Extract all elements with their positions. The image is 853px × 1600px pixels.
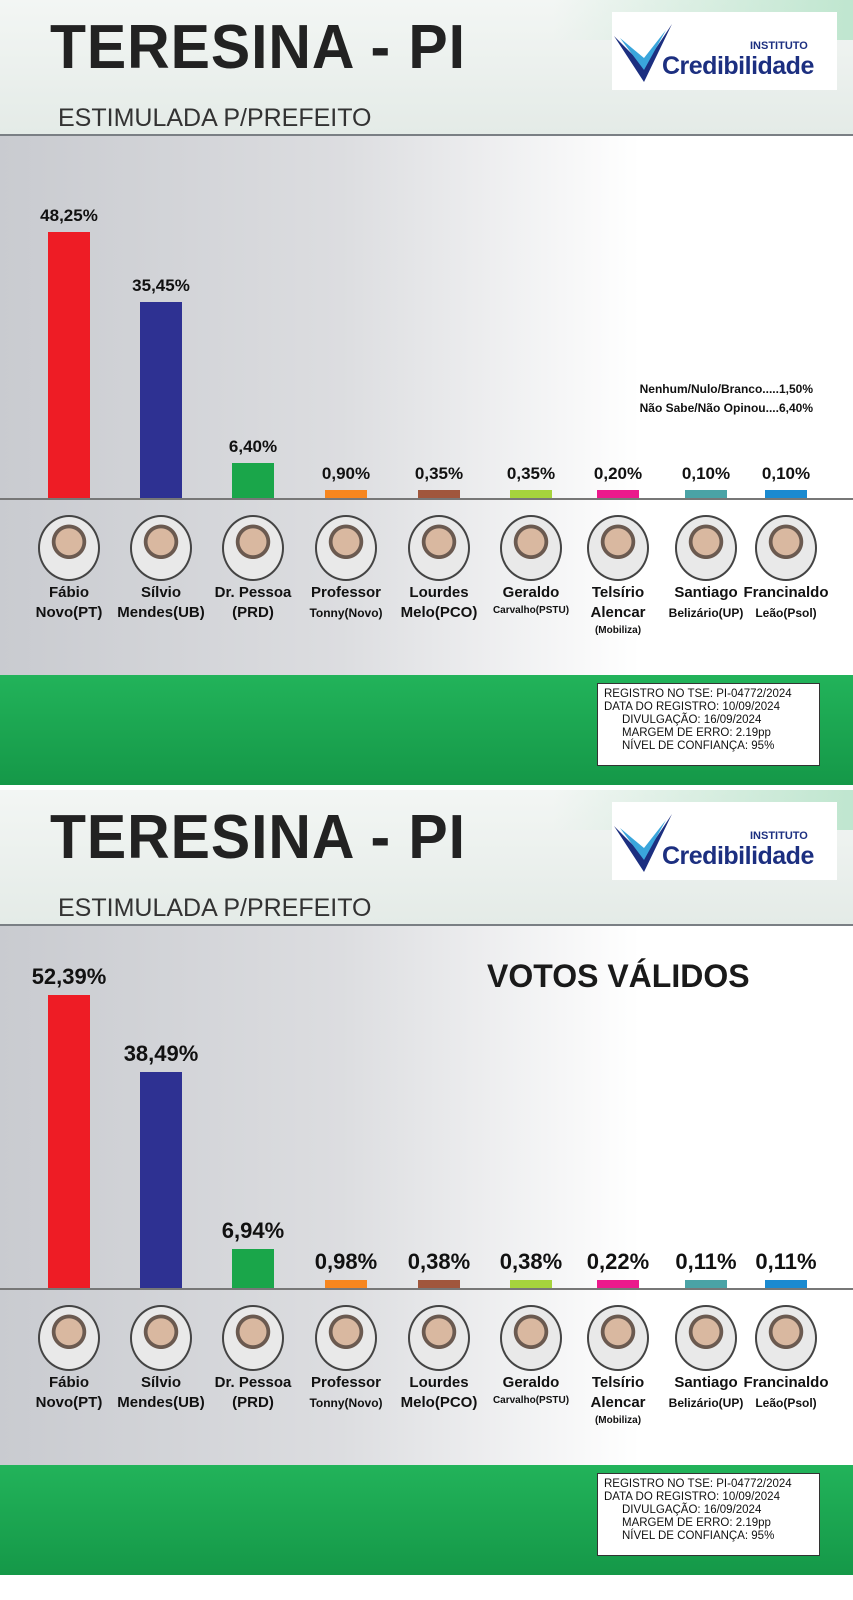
- candidate-photo: [315, 1305, 377, 1371]
- candidate-name-line2: Mendes(UB): [117, 604, 205, 621]
- candidate-name-line2: Carvalho(PSTU): [492, 1395, 570, 1406]
- chart-title: TERESINA - PI: [50, 13, 466, 82]
- bar: [597, 1280, 639, 1288]
- candidate-photo: [500, 1305, 562, 1371]
- candidate-name-line1: Telsírio: [591, 1374, 645, 1391]
- candidate-name-line1: Geraldo: [502, 1374, 560, 1391]
- value-label: 0,38%: [499, 1249, 563, 1274]
- value-label: 0,98%: [314, 1249, 378, 1274]
- registration-line: DATA DO REGISTRO: 10/09/2024: [604, 701, 780, 713]
- note-line: Nenhum/Nulo/Branco.....1,50%: [639, 382, 813, 396]
- candidate-name-line1: Francinaldo: [743, 1374, 829, 1391]
- bar: [418, 1280, 460, 1288]
- registration-line: DIVULGAÇÃO: 16/09/2024: [622, 714, 762, 726]
- candidate-photo: [130, 515, 192, 581]
- bar: [685, 1280, 727, 1288]
- value-label: 38,49%: [123, 1041, 199, 1067]
- logo-small-text: INSTITUTO: [750, 40, 808, 52]
- candidate-photo: [408, 1305, 470, 1371]
- candidate-name: [389, 1373, 489, 1413]
- institute-logo: [612, 12, 837, 90]
- candidate-name-line1: Santiago: [674, 584, 738, 601]
- candidate-name-line2: Leão(Psol): [755, 606, 817, 620]
- value-label: 0,20%: [593, 464, 643, 483]
- candidate-name-line1: Francinaldo: [743, 584, 829, 601]
- candidate-name-line1: Sílvio: [140, 584, 181, 601]
- registration-line: DIVULGAÇÃO: 16/09/2024: [622, 1504, 762, 1516]
- bar: [765, 1280, 807, 1288]
- value-label: 0,35%: [506, 464, 556, 483]
- registration-line: NÍVEL DE CONFIANÇA: 95%: [622, 1530, 775, 1542]
- candidate-name-line2: Mendes(UB): [117, 1394, 205, 1411]
- candidate-name-line2: Tonny(Novo): [309, 1396, 383, 1410]
- poll-panel: [0, 790, 853, 1575]
- logo-main-text: Credibilidade: [662, 52, 814, 80]
- candidate-name-line2: (PRD): [232, 1394, 274, 1411]
- candidate-photo: [222, 1305, 284, 1371]
- registration-line: REGISTRO NO TSE: PI-04772/2024: [604, 688, 792, 700]
- other-responses: [640, 380, 813, 418]
- candidate-name-line2: Leão(Psol): [755, 1396, 817, 1410]
- candidate-party: (Mobiliza): [594, 1415, 642, 1426]
- value-label: 6,94%: [221, 1218, 285, 1244]
- candidate-name-line1: Telsírio: [591, 584, 645, 601]
- value-label: 0,10%: [681, 464, 731, 483]
- value-label: 0,90%: [321, 464, 371, 483]
- candidate-name-line2: Belizário(UP): [668, 1396, 744, 1410]
- poll-panel: [0, 0, 853, 785]
- candidate-name-line2: Novo(PT): [35, 604, 103, 621]
- candidate-photo: [587, 1305, 649, 1371]
- institute-logo: [612, 802, 837, 880]
- value-label: 35,45%: [132, 276, 190, 296]
- bar: [510, 1280, 552, 1288]
- candidate-name-line2: Belizário(UP): [668, 606, 744, 620]
- value-label: 0,22%: [586, 1249, 650, 1274]
- candidate-photo: [38, 1305, 100, 1371]
- candidate-name-line2: Novo(PT): [35, 1394, 103, 1411]
- candidate-name-line2: Alencar: [590, 604, 646, 621]
- bar: [48, 232, 90, 498]
- candidate-name-line1: Lourdes: [409, 584, 469, 601]
- candidate-name-line2: Melo(PCO): [400, 1394, 478, 1411]
- candidate-name-line1: Geraldo: [502, 584, 560, 601]
- chart-heading: VOTOS VÁLIDOS: [487, 958, 750, 994]
- candidate-name: [203, 1373, 303, 1413]
- registration-line: REGISTRO NO TSE: PI-04772/2024: [604, 1478, 792, 1490]
- value-label: 0,38%: [407, 1249, 471, 1274]
- candidate-name: [111, 583, 211, 623]
- candidate-name: [19, 1373, 119, 1413]
- value-label: 0,11%: [755, 1249, 817, 1274]
- chart-title: TERESINA - PI: [50, 803, 466, 872]
- value-label: 0,35%: [414, 464, 464, 483]
- bar: [685, 490, 727, 498]
- bar: [597, 490, 639, 498]
- candidate-photo: [675, 1305, 737, 1371]
- candidate-photo: [408, 515, 470, 581]
- bar: [48, 995, 90, 1288]
- candidate-name: [568, 1373, 668, 1429]
- candidate-party: (Mobiliza): [594, 625, 642, 636]
- candidate-photo: [755, 1305, 817, 1371]
- candidate-name-line1: Dr. Pessoa: [214, 584, 292, 601]
- value-label: 48,25%: [40, 205, 98, 225]
- candidate-name: [111, 1373, 211, 1413]
- value-label: 52,39%: [31, 963, 107, 989]
- candidate-name: [203, 583, 303, 623]
- bar: [232, 1249, 274, 1288]
- bar: [765, 490, 807, 498]
- value-label: 0,10%: [761, 464, 811, 483]
- candidate-name: [19, 583, 119, 623]
- candidate-photo: [222, 515, 284, 581]
- bar: [232, 463, 274, 498]
- candidate-name-line2: Tonny(Novo): [309, 606, 383, 620]
- registration-line: MARGEM DE ERRO: 2.19pp: [622, 1517, 771, 1529]
- candidate-name-line2: Melo(PCO): [400, 604, 478, 621]
- bar: [325, 490, 367, 498]
- bar: [140, 1072, 182, 1288]
- bar: [140, 302, 182, 498]
- candidate-name: [389, 583, 489, 623]
- logo-main-text: Credibilidade: [662, 842, 814, 870]
- candidate-name: [481, 583, 581, 619]
- value-label: 0,11%: [675, 1249, 737, 1274]
- note-line: Não Sabe/Não Opinou....6,40%: [639, 401, 813, 415]
- registration-line: MARGEM DE ERRO: 2.19pp: [622, 727, 771, 739]
- chart-baseline: [0, 1288, 853, 1290]
- candidate-name: [296, 583, 396, 623]
- value-label: 6,40%: [228, 436, 278, 456]
- candidate-name: [736, 1373, 836, 1413]
- candidate-photo: [587, 515, 649, 581]
- candidate-name-line1: Professor: [310, 1374, 382, 1391]
- candidate-name-line2: (PRD): [232, 604, 274, 621]
- candidate-name-line1: Santiago: [674, 1374, 738, 1391]
- bar: [418, 490, 460, 498]
- candidate-name-line1: Lourdes: [409, 1374, 469, 1391]
- logo-small-text: INSTITUTO: [750, 830, 808, 842]
- candidate-name: [481, 1373, 581, 1409]
- registration-line: DATA DO REGISTRO: 10/09/2024: [604, 1491, 780, 1503]
- candidate-photo: [130, 1305, 192, 1371]
- registration-box: [597, 683, 820, 766]
- candidate-name-line1: Professor: [310, 584, 382, 601]
- candidate-photo: [315, 515, 377, 581]
- bar: [510, 490, 552, 498]
- candidate-name-line1: Sílvio: [140, 1374, 181, 1391]
- candidate-photo: [755, 515, 817, 581]
- candidate-name-line1: Fábio: [49, 584, 89, 601]
- chart-subtitle: ESTIMULADA P/PREFEITO: [58, 104, 372, 132]
- bar: [325, 1280, 367, 1288]
- candidate-name-line2: Carvalho(PSTU): [492, 605, 570, 616]
- candidate-photo: [675, 515, 737, 581]
- registration-line: NÍVEL DE CONFIANÇA: 95%: [622, 740, 775, 752]
- chart-baseline: [0, 498, 853, 500]
- candidate-photo: [38, 515, 100, 581]
- candidate-name: [296, 1373, 396, 1413]
- candidate-name-line2: Alencar: [590, 1394, 646, 1411]
- registration-box: [597, 1473, 820, 1556]
- candidate-name: [736, 583, 836, 623]
- candidate-name: [568, 583, 668, 639]
- chart-subtitle: ESTIMULADA P/PREFEITO: [58, 894, 372, 922]
- candidate-photo: [500, 515, 562, 581]
- candidate-name-line1: Fábio: [49, 1374, 89, 1391]
- candidate-name-line1: Dr. Pessoa: [214, 1374, 292, 1391]
